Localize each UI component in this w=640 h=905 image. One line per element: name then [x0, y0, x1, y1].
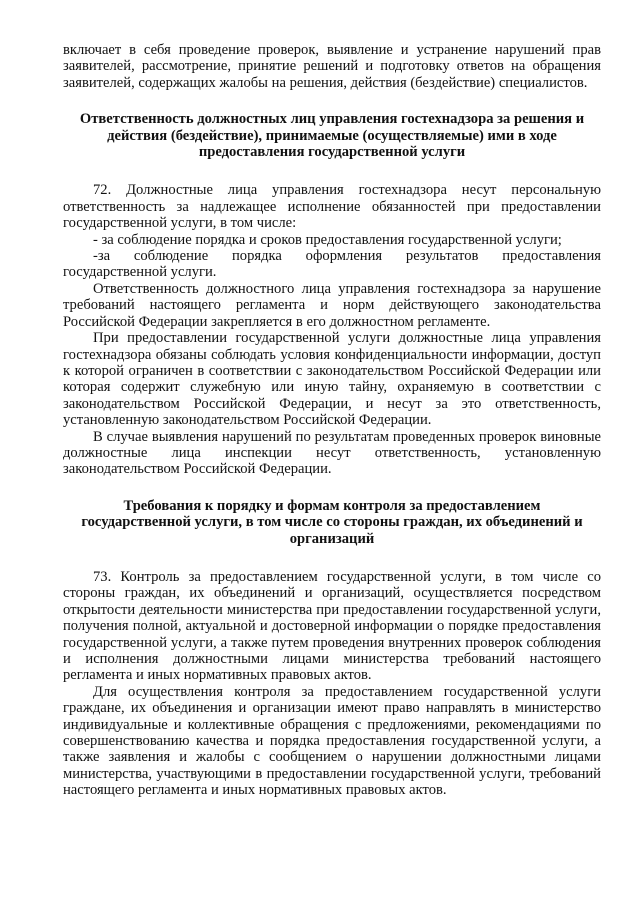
paragraph-citizen-control: Для осуществления контроля за предоставлением государственной услуги граждане, их объединения и организации имеют право направлять в министерство индивидуальные и коллективные обращения с предложениями, рекомендациями по совершенствованию качества и порядка предоставления государственной услуги, а также заявления и жалобы с сообщением о нарушении должностными лицами министерства, участвующими в предоставлении государственной услуги, требований настоящего регламента и иных нормативных правовых актов. [63, 683, 601, 799]
paragraph-continuation: включает в себя проведение проверок, выявление и устранение нарушений прав заявителей, рассмотрение, принятие решений и подготовку ответов на обращения заявителей, содержащих жалобы на решения, действия (бездействие) специалистов. [63, 42, 601, 91]
section-heading-responsibility: Ответственность должностных лиц управления гостехнадзора за решения и действия (бездействие), принимаемые (осуществляемые) ими в ходе предоставления государственной услуги [79, 111, 585, 161]
paragraph-73: 73. Контроль за предоставлением государственной услуги, в том числе со стороны граждан, их объединений и организаций, осуществляется посредством открытости деятельности министерства при предоставлении государственной услуги, получения полной, актуальной и достоверной информации о порядке предоставления государственной услуги, а также путем проведения внутренних проверок соблюдения и исполнения должностными лицами министерства требований настоящего регламента и иных нормативных правовых актов. [63, 568, 601, 684]
paragraph-violations: В случае выявления нарушений по результатам проведенных проверок виновные должностные лица инспекции несут ответственность, установленную законодательством Российской Федерации. [63, 428, 601, 478]
list-item-deadlines: - за соблюдение порядка и сроков предоставления государственной услуги; [93, 231, 562, 248]
section-heading-control: Требования к порядку и формам контроля за предоставлением государственной услуги, в том числе со стороны граждан, их объединений и организаций [81, 497, 583, 547]
paragraph-confidentiality: При предоставлении государственной услуги должностные лица управления гостехнадзора обязаны соблюдать условия конфиденциальности информации, доступ к которой ограничен в соответствии с законодательством Российской Федерации или которая содержит служебную или иную тайну, охраняемую в соответствии с законодательством Российской Федерации, и несут за это ответственность, установленную законодательством Российской Федерации. [63, 330, 601, 429]
list-item-results: -за соблюдение порядка оформления результатов предоставления государственной услуги. [63, 248, 601, 281]
paragraph-72: 72. Должностные лица управления гостехнадзора несут персональную ответственность за надлежащее исполнение обязанностей при предоставлении государственной услуги, в том числе: [63, 182, 601, 232]
paragraph-official-responsibility: Ответственность должностного лица управления гостехнадзора за нарушение требований настоящего регламента и норм действующего законодательства Российской Федерации закрепляется в его должностном регламенте. [63, 280, 601, 330]
document-page [63, 42, 601, 799]
